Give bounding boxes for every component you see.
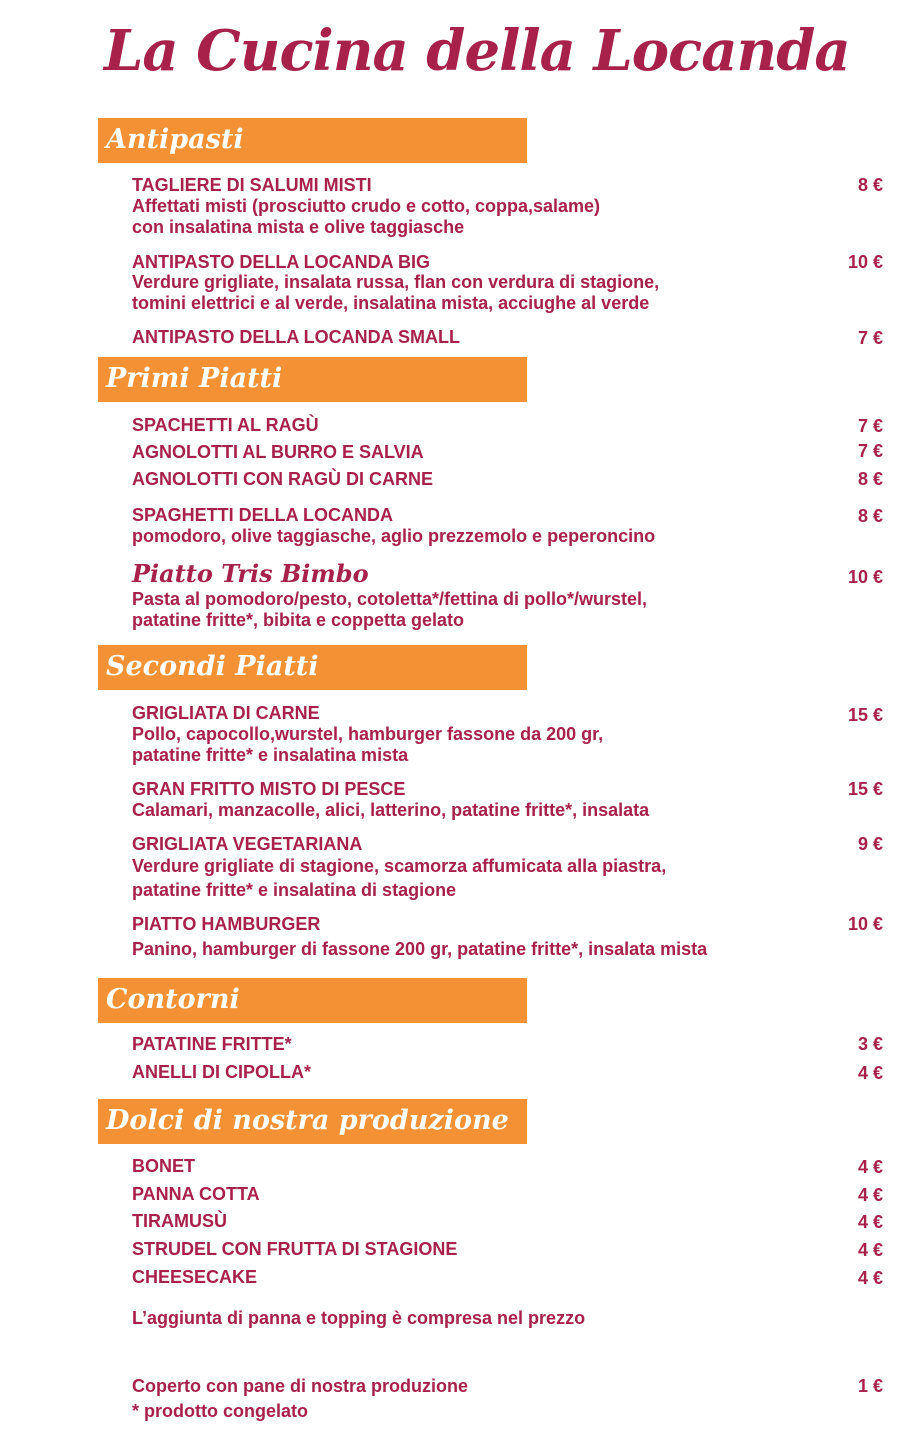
menu-item-price: 4 € xyxy=(857,1240,883,1260)
menu-item-name: Piatto Tris Bimbo xyxy=(132,559,369,588)
menu-item-price: 7 € xyxy=(857,441,883,461)
menu-item-price: 10 € xyxy=(847,252,883,272)
menu-item-price: 10 € xyxy=(847,914,883,934)
menu-item-name: ANTIPASTO DELLA LOCANDA BIG xyxy=(132,252,430,272)
coperto-label: Coperto con pane di nostra produzione xyxy=(132,1376,469,1396)
menu-item-price: 7 € xyxy=(857,328,883,348)
menu-title: La Cucina della Locanda xyxy=(104,18,850,84)
menu-item-price: 15 € xyxy=(847,779,883,799)
menu-item-name: CHEESECAKE xyxy=(132,1267,258,1287)
menu-item-price: 9 € xyxy=(857,834,883,854)
section-title: Primi Piatti xyxy=(106,363,283,394)
menu-item-name: AGNOLOTTI CON RAGÙ DI CARNE xyxy=(132,469,433,489)
menu-item-name: BONET xyxy=(132,1156,195,1176)
menu-item-price: 10 € xyxy=(847,567,883,587)
section-title: Contorni xyxy=(106,984,240,1015)
menu-item-name: STRUDEL CON FRUTTA DI STAGIONE xyxy=(132,1239,458,1259)
menu-item-price: 4 € xyxy=(857,1185,883,1205)
section-title: Secondi Piatti xyxy=(106,651,319,682)
menu-item-name: GRAN FRITTO MISTO DI PESCE xyxy=(132,779,406,799)
section-header-primi xyxy=(98,357,527,402)
menu-item-price: 7 € xyxy=(857,416,883,436)
menu-item-price: 4 € xyxy=(857,1212,883,1232)
menu-item-price: 8 € xyxy=(857,506,883,526)
frozen-note: * prodotto congelato xyxy=(132,1401,308,1421)
menu-item-price: 3 € xyxy=(857,1034,883,1054)
menu-item-name: AGNOLOTTI AL BURRO E SALVIA xyxy=(132,442,424,462)
menu-item-price: 15 € xyxy=(847,705,883,725)
menu-item-price: 4 € xyxy=(857,1063,883,1083)
dessert-note: L’aggiunta di panna e topping è compresa nel prezzo xyxy=(132,1308,586,1328)
section-header-secondi xyxy=(98,645,527,690)
menu-item-name: GRIGLIATA DI CARNE xyxy=(132,703,320,723)
menu-item-name: TAGLIERE DI SALUMI MISTI xyxy=(132,175,372,195)
section-header-dolci xyxy=(98,1099,527,1144)
menu-item-price: 8 € xyxy=(857,469,883,489)
coperto-price: 1 € xyxy=(857,1376,883,1396)
menu-item-desc: Pollo, capocollo,wurstel, hamburger fassone da 200 gr, xyxy=(132,724,604,744)
section-title: Antipasti xyxy=(106,124,244,155)
menu-item-name: SPACHETTI AL RAGÙ xyxy=(132,415,319,435)
menu-item-name: ANTIPASTO DELLA LOCANDA SMALL xyxy=(132,327,460,347)
menu-item-desc: patatine fritte* e insalatina di stagione xyxy=(132,880,457,900)
menu-item-desc: pomodoro, olive taggiasche, aglio prezzemolo e peperoncino xyxy=(132,526,656,546)
menu-item-desc: Verdure grigliate di stagione, scamorza affumicata alla piastra, xyxy=(132,856,667,876)
menu-item-name: PATATINE FRITTE* xyxy=(132,1034,292,1054)
menu-item-name: TIRAMUSÙ xyxy=(132,1211,227,1231)
section-title: Dolci di nostra produzione xyxy=(106,1105,509,1136)
section-header-contorni xyxy=(98,978,527,1023)
menu-item-desc: con insalatina mista e olive taggiasche xyxy=(132,217,465,237)
menu-item-price: 4 € xyxy=(857,1157,883,1177)
menu-item-desc: Calamari, manzacolle, alici, latterino, patatine fritte*, insalata xyxy=(132,800,650,820)
menu-item-desc: Affettati misti (prosciutto crudo e cotto, coppa,salame) xyxy=(132,196,601,216)
menu-item-desc: Panino, hamburger di fassone 200 gr, patatine fritte*, insalata mista xyxy=(132,939,708,959)
menu-item-desc: tomini elettrici e al verde, insalatina mista, acciughe al verde xyxy=(132,293,650,313)
menu-item-price: 4 € xyxy=(857,1268,883,1288)
menu-item-desc: Pasta al pomodoro/pesto, cotoletta*/fettina di pollo*/wurstel, xyxy=(132,589,648,609)
menu-item-desc: patatine fritte*, bibita e coppetta gelato xyxy=(132,610,465,630)
menu-item-name: PIATTO HAMBURGER xyxy=(132,914,321,934)
menu-item-name: GRIGLIATA VEGETARIANA xyxy=(132,834,363,854)
menu-item-desc: patatine fritte* e insalatina mista xyxy=(132,745,409,765)
menu-item-name: SPAGHETTI DELLA LOCANDA xyxy=(132,505,393,525)
menu-item-price: 8 € xyxy=(857,175,883,195)
menu-item-name: PANNA COTTA xyxy=(132,1184,260,1204)
section-header-antipasti xyxy=(98,118,527,163)
menu-item-name: ANELLI DI CIPOLLA* xyxy=(132,1062,311,1082)
menu-item-desc: Verdure grigliate, insalata russa, flan con verdura di stagione, xyxy=(132,272,660,292)
